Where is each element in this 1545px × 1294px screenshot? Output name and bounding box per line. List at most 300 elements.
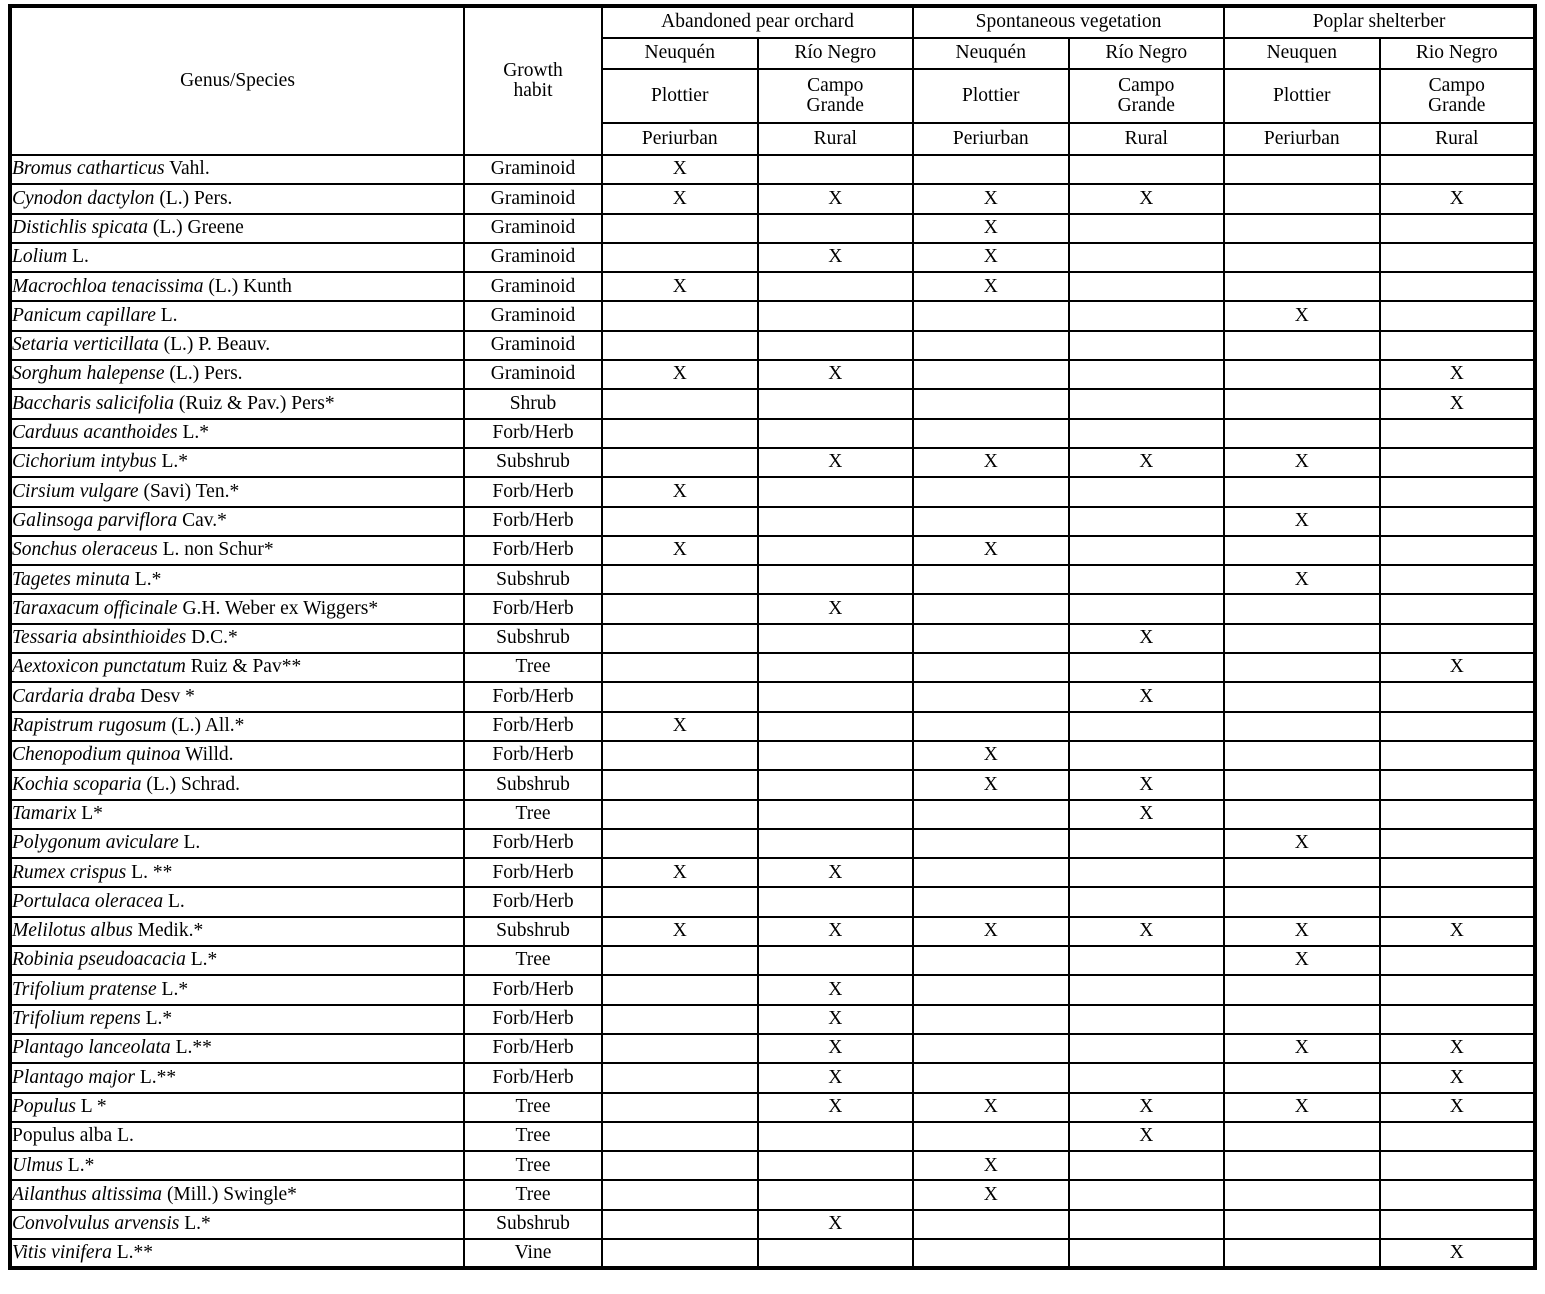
absence-cell bbox=[602, 975, 758, 1004]
absence-cell bbox=[758, 272, 914, 301]
absence-cell bbox=[1380, 800, 1536, 829]
species-name-cell bbox=[10, 184, 464, 213]
presence-mark-cell: X bbox=[913, 741, 1069, 770]
absence-cell bbox=[1069, 1151, 1225, 1180]
presence-mark-cell: X bbox=[1069, 184, 1225, 213]
species-authority: (L.) All.* bbox=[166, 715, 245, 737]
table-row bbox=[10, 653, 1535, 682]
absence-cell bbox=[1224, 1180, 1380, 1209]
species-name-cell bbox=[10, 331, 464, 360]
presence-mark-cell: X bbox=[758, 1063, 914, 1092]
header-group-abandoned-pear-orchard: Abandoned pear orchard bbox=[602, 6, 913, 38]
absence-cell bbox=[758, 1180, 914, 1209]
presence-mark-cell: X bbox=[913, 448, 1069, 477]
presence-mark-cell: X bbox=[1224, 507, 1380, 536]
absence-cell bbox=[1224, 800, 1380, 829]
table-row bbox=[10, 829, 1535, 858]
species-authority: (L.) Greene bbox=[147, 217, 244, 238]
presence-mark-cell: X bbox=[758, 448, 914, 477]
growth-habit-cell: Graminoid bbox=[464, 331, 602, 360]
species-authority: L. ** bbox=[126, 861, 173, 883]
absence-cell bbox=[602, 946, 758, 975]
growth-habit-cell: Subshrub bbox=[464, 770, 602, 799]
species-binomial: Plantago major bbox=[12, 1066, 135, 1088]
table-row bbox=[10, 770, 1535, 799]
presence-mark-cell: X bbox=[602, 536, 758, 565]
species-name-cell bbox=[10, 1034, 464, 1063]
species-binomial: Bromus catharticus bbox=[12, 158, 165, 180]
species-name-cell bbox=[10, 1210, 464, 1239]
absence-cell bbox=[913, 507, 1069, 536]
table-row bbox=[10, 1239, 1535, 1268]
species-authority: Willd. bbox=[180, 744, 234, 766]
growth-habit-cell: Tree bbox=[464, 800, 602, 829]
presence-mark-cell: X bbox=[602, 184, 758, 213]
absence-cell bbox=[1069, 301, 1225, 330]
species-name-cell bbox=[10, 1239, 464, 1268]
absence-cell bbox=[602, 887, 758, 916]
growth-habit-cell: Forb/Herb bbox=[464, 594, 602, 623]
header-city-4-line2: Grande bbox=[1117, 95, 1175, 116]
absence-cell bbox=[1224, 1239, 1380, 1268]
species-authority: L.* bbox=[140, 1008, 173, 1030]
absence-cell bbox=[1069, 1063, 1225, 1092]
absence-cell bbox=[1069, 1239, 1225, 1268]
absence-cell bbox=[1069, 536, 1225, 565]
absence-cell bbox=[1224, 1151, 1380, 1180]
species-name-cell bbox=[10, 243, 464, 272]
absence-cell bbox=[1224, 389, 1380, 418]
absence-cell bbox=[1069, 1180, 1225, 1209]
species-authority: L* bbox=[76, 802, 103, 824]
header-genus-species: Genus/Species bbox=[10, 6, 464, 155]
absence-cell bbox=[1380, 624, 1536, 653]
table-body bbox=[10, 155, 1535, 1268]
absence-cell bbox=[1380, 1210, 1536, 1239]
header-city-2-line1: Campo bbox=[807, 74, 864, 96]
absence-cell bbox=[1380, 477, 1536, 506]
growth-habit-cell: Graminoid bbox=[464, 360, 602, 389]
header-group-poplar-shelterbelt: Poplar shelterber bbox=[1224, 6, 1535, 38]
absence-cell bbox=[602, 1063, 758, 1092]
table-row bbox=[10, 1063, 1535, 1092]
header-growth-habit bbox=[464, 6, 602, 155]
table-row bbox=[10, 594, 1535, 623]
absence-cell bbox=[758, 565, 914, 594]
absence-cell bbox=[602, 301, 758, 330]
absence-cell bbox=[913, 1034, 1069, 1063]
species-authority: (L.) P. Beauv. bbox=[158, 334, 271, 356]
growth-habit-cell: Graminoid bbox=[464, 243, 602, 272]
species-binomial: Populus bbox=[12, 1095, 76, 1117]
species-name-cell bbox=[10, 419, 464, 448]
species-authority: L.* bbox=[129, 568, 162, 590]
absence-cell bbox=[1380, 1151, 1536, 1180]
presence-mark-cell: X bbox=[1069, 917, 1225, 946]
species-binomial: Trifolium repens bbox=[12, 1008, 141, 1030]
species-name-cell bbox=[10, 741, 464, 770]
species-binomial: Kochia scoparia bbox=[12, 773, 142, 795]
species-binomial: Convolvulus arvensis bbox=[12, 1213, 180, 1235]
species-binomial: Distichlis spicata bbox=[12, 217, 148, 238]
absence-cell bbox=[602, 448, 758, 477]
absence-cell bbox=[602, 419, 758, 448]
absence-cell bbox=[1224, 214, 1380, 243]
table-row bbox=[10, 536, 1535, 565]
species-binomial: Polygonum aviculare bbox=[12, 832, 179, 854]
species-binomial: Cynodon dactylon bbox=[12, 187, 155, 209]
species-authority: (Mill.) Swingle* bbox=[162, 1183, 297, 1205]
species-authority: Ruiz & Pav** bbox=[185, 656, 302, 678]
absence-cell bbox=[602, 741, 758, 770]
presence-mark-cell: X bbox=[1380, 1034, 1536, 1063]
header-zone-6: Rural bbox=[1380, 123, 1536, 155]
species-authority: (Savi) Ten.* bbox=[138, 480, 240, 502]
growth-habit-cell: Forb/Herb bbox=[464, 682, 602, 711]
absence-cell bbox=[913, 800, 1069, 829]
absence-cell bbox=[1380, 565, 1536, 594]
species-name-cell bbox=[10, 712, 464, 741]
presence-mark-cell: X bbox=[602, 272, 758, 301]
species-binomial: Aextoxicon punctatum bbox=[12, 656, 186, 678]
absence-cell bbox=[1380, 301, 1536, 330]
species-binomial: Taraxacum officinale bbox=[12, 597, 178, 619]
table-row bbox=[10, 682, 1535, 711]
growth-habit-cell: Graminoid bbox=[464, 214, 602, 243]
absence-cell bbox=[1224, 419, 1380, 448]
species-authority: L * bbox=[75, 1095, 107, 1117]
growth-habit-cell: Subshrub bbox=[464, 1210, 602, 1239]
absence-cell bbox=[913, 1122, 1069, 1151]
absence-cell bbox=[913, 389, 1069, 418]
presence-mark-cell: X bbox=[758, 184, 914, 213]
absence-cell bbox=[758, 682, 914, 711]
species-name-cell bbox=[10, 653, 464, 682]
presence-mark-cell: X bbox=[1224, 565, 1380, 594]
absence-cell bbox=[913, 331, 1069, 360]
header-zone-4: Rural bbox=[1069, 123, 1225, 155]
absence-cell bbox=[602, 1180, 758, 1209]
absence-cell bbox=[602, 770, 758, 799]
header-city-3 bbox=[913, 69, 1069, 123]
absence-cell bbox=[1069, 507, 1225, 536]
presence-mark-cell: X bbox=[1069, 682, 1225, 711]
absence-cell bbox=[602, 243, 758, 272]
growth-habit-cell: Tree bbox=[464, 1093, 602, 1122]
growth-habit-cell: Graminoid bbox=[464, 155, 602, 184]
absence-cell bbox=[1224, 1063, 1380, 1092]
table-row bbox=[10, 155, 1535, 184]
absence-cell bbox=[913, 887, 1069, 916]
absence-cell bbox=[1380, 331, 1536, 360]
species-authority: L.** bbox=[170, 1037, 212, 1059]
species-binomial: Tagetes minuta bbox=[12, 568, 130, 590]
species-authority: (Ruiz & Pav.) Pers* bbox=[173, 392, 335, 414]
absence-cell bbox=[1224, 594, 1380, 623]
absence-cell bbox=[758, 155, 914, 184]
absence-cell bbox=[913, 682, 1069, 711]
species-name-cell bbox=[10, 800, 464, 829]
absence-cell bbox=[602, 565, 758, 594]
absence-cell bbox=[1069, 975, 1225, 1004]
growth-habit-cell: Subshrub bbox=[464, 448, 602, 477]
growth-habit-cell: Tree bbox=[464, 1151, 602, 1180]
header-row-groups bbox=[10, 6, 1535, 38]
species-name-cell bbox=[10, 594, 464, 623]
growth-habit-cell: Tree bbox=[464, 946, 602, 975]
absence-cell bbox=[1069, 214, 1225, 243]
absence-cell bbox=[758, 214, 914, 243]
table-row bbox=[10, 712, 1535, 741]
absence-cell bbox=[1069, 565, 1225, 594]
species-name-cell bbox=[10, 917, 464, 946]
presence-mark-cell: X bbox=[913, 243, 1069, 272]
absence-cell bbox=[913, 712, 1069, 741]
presence-mark-cell: X bbox=[1380, 653, 1536, 682]
absence-cell bbox=[758, 331, 914, 360]
absence-cell bbox=[1069, 272, 1225, 301]
table-row bbox=[10, 1034, 1535, 1063]
absence-cell bbox=[1224, 682, 1380, 711]
absence-cell bbox=[913, 1210, 1069, 1239]
presence-mark-cell: X bbox=[1224, 1093, 1380, 1122]
species-authority: L. bbox=[155, 304, 178, 326]
species-name-cell bbox=[10, 1151, 464, 1180]
growth-habit-cell: Forb/Herb bbox=[464, 477, 602, 506]
presence-mark-cell: X bbox=[1069, 1093, 1225, 1122]
species-name-cell bbox=[10, 360, 464, 389]
absence-cell bbox=[1380, 507, 1536, 536]
absence-cell bbox=[1224, 243, 1380, 272]
absence-cell bbox=[602, 829, 758, 858]
presence-mark-cell: X bbox=[1380, 1239, 1536, 1268]
header-zone-2: Rural bbox=[758, 123, 914, 155]
species-name-cell bbox=[10, 1122, 464, 1151]
absence-cell bbox=[758, 419, 914, 448]
growth-habit-cell: Forb/Herb bbox=[464, 536, 602, 565]
header-province-5: Neuquen bbox=[1224, 38, 1380, 69]
header-growth-habit-line1: Growth bbox=[503, 59, 563, 81]
absence-cell bbox=[1069, 653, 1225, 682]
header-zone-5: Periurban bbox=[1224, 123, 1380, 155]
absence-cell bbox=[602, 1034, 758, 1063]
presence-mark-cell: X bbox=[1069, 1122, 1225, 1151]
presence-mark-cell: X bbox=[758, 1210, 914, 1239]
presence-mark-cell: X bbox=[602, 155, 758, 184]
absence-cell bbox=[602, 331, 758, 360]
absence-cell bbox=[1069, 243, 1225, 272]
species-authority: L.* bbox=[62, 1154, 95, 1176]
absence-cell bbox=[1380, 419, 1536, 448]
absence-cell bbox=[758, 887, 914, 916]
table-row bbox=[10, 946, 1535, 975]
absence-cell bbox=[913, 946, 1069, 975]
absence-cell bbox=[602, 653, 758, 682]
absence-cell bbox=[758, 741, 914, 770]
growth-habit-cell: Tree bbox=[464, 1122, 602, 1151]
species-authority: L.* bbox=[156, 451, 189, 473]
species-binomial: Galinsoga parviflora bbox=[12, 509, 178, 531]
species-authority: G.H. Weber ex Wiggers* bbox=[177, 597, 379, 619]
absence-cell bbox=[1224, 477, 1380, 506]
growth-habit-cell: Graminoid bbox=[464, 301, 602, 330]
absence-cell bbox=[1380, 243, 1536, 272]
species-name-cell bbox=[10, 448, 464, 477]
absence-cell bbox=[1380, 536, 1536, 565]
species-name-cell bbox=[10, 389, 464, 418]
species-name-cell bbox=[10, 682, 464, 711]
presence-mark-cell: X bbox=[602, 858, 758, 887]
header-city-2-line2: Grande bbox=[806, 95, 864, 116]
absence-cell bbox=[1380, 155, 1536, 184]
species-name-cell bbox=[10, 770, 464, 799]
absence-cell bbox=[1069, 419, 1225, 448]
absence-cell bbox=[913, 624, 1069, 653]
species-name-cell bbox=[10, 975, 464, 1004]
species-name-cell bbox=[10, 565, 464, 594]
growth-habit-cell: Forb/Herb bbox=[464, 829, 602, 858]
absence-cell bbox=[1380, 1005, 1536, 1034]
header-group-spontaneous-vegetation: Spontaneous vegetation bbox=[913, 6, 1224, 38]
header-city-2 bbox=[758, 69, 914, 123]
absence-cell bbox=[1380, 448, 1536, 477]
absence-cell bbox=[1224, 1005, 1380, 1034]
table-row bbox=[10, 1093, 1535, 1122]
absence-cell bbox=[1069, 1034, 1225, 1063]
header-zone-1: Periurban bbox=[602, 123, 758, 155]
growth-habit-cell: Forb/Herb bbox=[464, 1005, 602, 1034]
absence-cell bbox=[1069, 331, 1225, 360]
species-binomial: Vitis vinifera bbox=[12, 1241, 112, 1263]
absence-cell bbox=[1380, 1180, 1536, 1209]
table-row bbox=[10, 184, 1535, 213]
absence-cell bbox=[602, 800, 758, 829]
presence-mark-cell: X bbox=[1224, 301, 1380, 330]
species-binomial: Carduus acanthoides bbox=[12, 422, 178, 444]
table-row bbox=[10, 741, 1535, 770]
species-authority: (L.) Schrad. bbox=[141, 773, 241, 795]
growth-habit-cell: Graminoid bbox=[464, 272, 602, 301]
header-city-3-line1: Plottier bbox=[962, 84, 1020, 106]
absence-cell bbox=[758, 770, 914, 799]
absence-cell bbox=[1069, 155, 1225, 184]
species-authority: (L.) Kunth bbox=[203, 275, 292, 297]
species-binomial: Plantago lanceolata bbox=[12, 1037, 171, 1059]
species-name-cell bbox=[10, 507, 464, 536]
absence-cell bbox=[602, 214, 758, 243]
table-row bbox=[10, 272, 1535, 301]
absence-cell bbox=[758, 800, 914, 829]
header-city-1-line1: Plottier bbox=[651, 84, 709, 106]
absence-cell bbox=[1224, 360, 1380, 389]
absence-cell bbox=[1224, 1122, 1380, 1151]
species-binomial: Baccharis salicifolia bbox=[12, 392, 174, 414]
species-binomial: Setaria verticillata bbox=[12, 334, 159, 356]
absence-cell bbox=[602, 507, 758, 536]
species-authority: Desv * bbox=[135, 685, 195, 707]
growth-habit-cell: Tree bbox=[464, 1180, 602, 1209]
presence-mark-cell: X bbox=[1224, 946, 1380, 975]
table-row bbox=[10, 1180, 1535, 1209]
growth-habit-cell: Forb/Herb bbox=[464, 858, 602, 887]
absence-cell bbox=[913, 1063, 1069, 1092]
absence-cell bbox=[758, 1122, 914, 1151]
absence-cell bbox=[913, 1005, 1069, 1034]
presence-mark-cell: X bbox=[758, 917, 914, 946]
species-authority: (L.) Pers. bbox=[154, 187, 233, 209]
species-occurrence-table bbox=[8, 4, 1537, 1270]
species-authority: L.* bbox=[177, 422, 209, 444]
presence-mark-cell: X bbox=[602, 360, 758, 389]
presence-mark-cell: X bbox=[1380, 184, 1536, 213]
table-row bbox=[10, 917, 1535, 946]
species-name-cell bbox=[10, 1180, 464, 1209]
growth-habit-cell: Graminoid bbox=[464, 184, 602, 213]
absence-cell bbox=[758, 389, 914, 418]
absence-cell bbox=[758, 1151, 914, 1180]
absence-cell bbox=[913, 565, 1069, 594]
presence-mark-cell: X bbox=[1069, 448, 1225, 477]
presence-mark-cell: X bbox=[758, 1005, 914, 1034]
absence-cell bbox=[602, 1093, 758, 1122]
absence-cell bbox=[602, 1210, 758, 1239]
absence-cell bbox=[913, 858, 1069, 887]
species-authority: (L.) Pers. bbox=[164, 363, 243, 385]
absence-cell bbox=[602, 389, 758, 418]
presence-mark-cell: X bbox=[1069, 800, 1225, 829]
presence-mark-cell: X bbox=[1380, 360, 1536, 389]
table-row bbox=[10, 1005, 1535, 1034]
absence-cell bbox=[1380, 887, 1536, 916]
growth-habit-cell: Shrub bbox=[464, 389, 602, 418]
absence-cell bbox=[1224, 712, 1380, 741]
table-row bbox=[10, 975, 1535, 1004]
table-row bbox=[10, 858, 1535, 887]
absence-cell bbox=[1380, 272, 1536, 301]
species-name-cell bbox=[10, 155, 464, 184]
absence-cell bbox=[913, 594, 1069, 623]
species-name-cell bbox=[10, 272, 464, 301]
species-binomial: Sorghum halepense bbox=[12, 363, 165, 385]
absence-cell bbox=[602, 1239, 758, 1268]
header-zone-3: Periurban bbox=[913, 123, 1069, 155]
absence-cell bbox=[1224, 272, 1380, 301]
absence-cell bbox=[602, 1005, 758, 1034]
presence-mark-cell: X bbox=[602, 917, 758, 946]
presence-mark-cell: X bbox=[1224, 829, 1380, 858]
absence-cell bbox=[758, 712, 914, 741]
header-city-6 bbox=[1380, 69, 1536, 123]
presence-mark-cell: X bbox=[1069, 770, 1225, 799]
header-city-5-line1: Plottier bbox=[1273, 84, 1331, 106]
absence-cell bbox=[913, 360, 1069, 389]
absence-cell bbox=[1380, 770, 1536, 799]
species-binomial: Lolium bbox=[12, 246, 68, 268]
table-row bbox=[10, 1151, 1535, 1180]
species-name-cell bbox=[10, 477, 464, 506]
growth-habit-cell: Forb/Herb bbox=[464, 887, 602, 916]
species-binomial: Macrochloa tenacissima bbox=[12, 275, 204, 297]
absence-cell bbox=[913, 301, 1069, 330]
table-row bbox=[10, 331, 1535, 360]
presence-mark-cell: X bbox=[1224, 448, 1380, 477]
table-row bbox=[10, 1122, 1535, 1151]
species-binomial: Panicum capillare bbox=[12, 304, 156, 326]
absence-cell bbox=[1224, 770, 1380, 799]
table-row bbox=[10, 800, 1535, 829]
species-binomial: Tessaria absinthioides bbox=[12, 627, 187, 649]
absence-cell bbox=[1380, 946, 1536, 975]
